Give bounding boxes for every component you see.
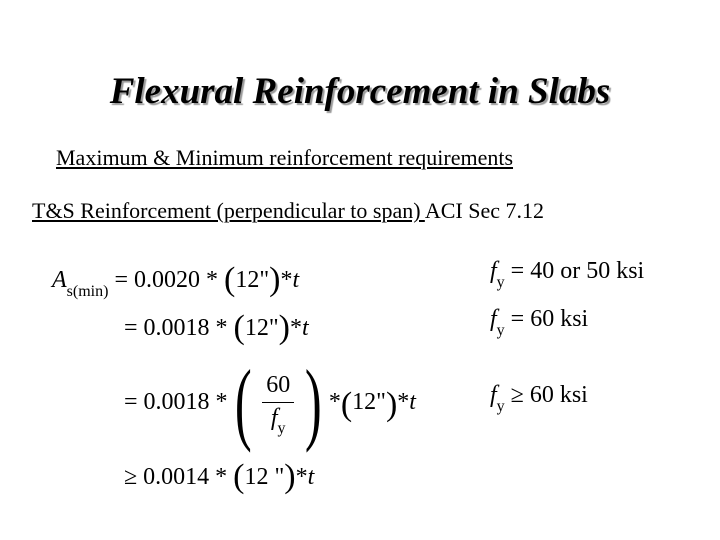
eq4-width: 12 " [244,464,285,490]
fraction-numerator: 60 [262,372,294,403]
condition-3: $f_y \ge 60$ ksi [490,382,588,415]
equation-3 [124,351,416,453]
equation-2 [124,306,309,344]
open-paren: ( [233,458,245,495]
slide-subtitle: Maximum & Minimum reinforcement requirements [56,145,514,170]
close-paren: ) [385,386,398,423]
equation-4 [124,455,314,493]
eq4-thickness: t [307,464,315,490]
eq3-thickness: t [409,388,416,415]
condition-2: $f_y = 60$ ksi [490,306,589,339]
open-big-paren: ( [234,351,252,453]
close-paren: ) [278,309,290,346]
eq4-star: * [295,464,308,490]
eq1-coefficient: = 0.0020 * [114,267,224,293]
open-paren: ( [224,261,236,298]
eq2-width: 12" [244,315,279,341]
eq1-star: * [280,267,293,293]
eq4-coefficient: ≥ 0.0014 * [124,464,234,490]
eq1-width: 12" [235,267,270,293]
eq1-thickness: t [292,267,300,293]
equation-1 [52,258,300,300]
close-paren: ) [269,261,281,298]
fy-fraction [262,372,294,437]
eq3-star: * [397,388,410,415]
ts-reinforcement-line [32,198,544,224]
condition-1: $f_y = 40$ or 50 ksi [490,258,645,291]
as-subscript: s(min) [66,283,109,300]
eq2-star: * [290,315,302,341]
slide-title: Flexural Reinforcement in Slabs [109,71,611,112]
eq2-coefficient: = 0.0018 * [124,315,234,341]
aci-reference: ACI Sec 7.12 [424,198,544,223]
as-symbol: A [52,267,67,293]
eq3-tail: * [328,388,341,415]
eq2-thickness: t [302,315,309,341]
open-paren: ( [233,309,245,346]
close-paren: ) [284,458,296,495]
close-big-paren: ) [305,351,322,453]
open-paren: ( [340,386,353,423]
eq3-width: 12" [352,388,386,415]
fraction-denominator: $f_y$ [270,405,286,437]
ts-reinforcement-label: T&S Reinforcement (perpendicular to span) [32,198,425,223]
eq3-coefficient: = 0.0018 * [124,388,228,415]
